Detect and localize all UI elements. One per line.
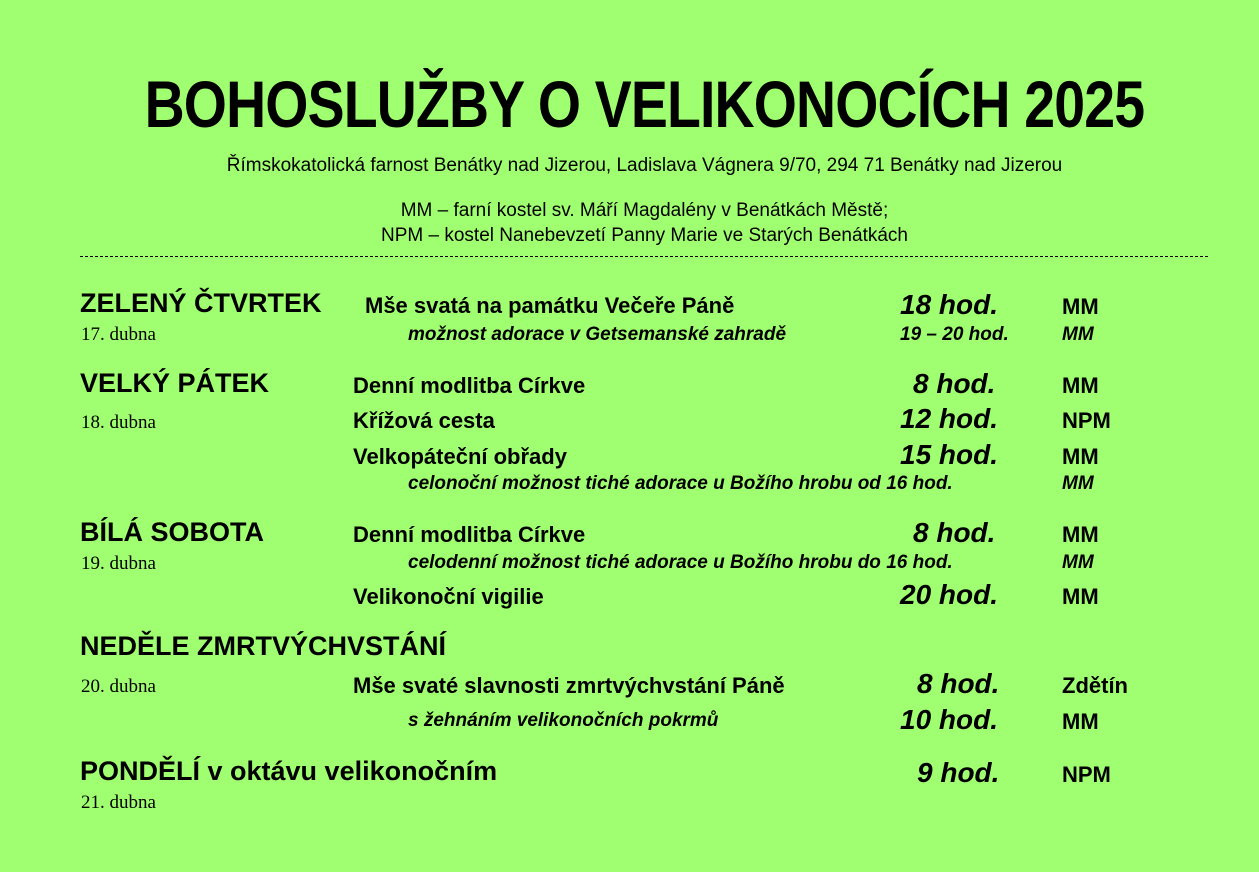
service-note: možnost adorace v Getsemanské zahradě [408, 324, 787, 345]
service-place: MM [1062, 294, 1099, 319]
service-place: MM [1062, 522, 1099, 547]
legend-npm: NPM – kostel Nanebevzetí Panny Marie ve Starých Benátkách [381, 225, 908, 246]
service-time: 12 hod. [900, 403, 999, 434]
service-place: MM [1062, 552, 1094, 573]
service-time: 8 hod. [913, 368, 996, 399]
service-note: s žehnáním velikonočních pokrmů [408, 710, 719, 731]
service-time: 20 hod. [900, 579, 999, 610]
service-place: MM [1062, 324, 1094, 345]
page-title: BOHOSLUŽBY O VELIKONOCÍCH 2025 [144, 67, 1145, 141]
parish-address: Římskokatolická farnost Benátky nad Jizerou, Ladislava Vágnera 9/70, 294 71 Benátky nad Jizerou [226, 155, 1063, 176]
day-date: 21. dubna [81, 792, 156, 813]
day-title-pondeli: PONDĚLÍ v oktávu velikonočním [80, 756, 498, 786]
service-time: 9 hod. [917, 757, 1000, 788]
service-name: Mše svatá na památku Večeře Páně [365, 293, 735, 318]
service-note: celodenní možnost tiché adorace u Božího hrobu do 16 hod. [408, 552, 953, 573]
service-time: 18 hod. [900, 289, 999, 320]
service-place: MM [1062, 473, 1094, 494]
service-name: Velikonoční vigilie [353, 584, 544, 609]
day-title-velky-patek: VELKÝ PÁTEK [80, 368, 270, 398]
day-date: 17. dubna [81, 324, 156, 345]
service-time: 15 hod. [900, 439, 999, 470]
service-note: celonoční možnost tiché adorace u Božího hrobu od 16 hod. [408, 473, 953, 494]
service-name: Mše svaté slavnosti zmrtvýchvstání Páně [353, 673, 785, 698]
service-name: Křížová cesta [353, 408, 495, 433]
day-date: 20. dubna [81, 676, 156, 697]
service-time: 8 hod. [913, 517, 996, 548]
service-place: MM [1062, 584, 1099, 609]
day-date: 19. dubna [81, 553, 156, 574]
service-name: Denní modlitba Církve [353, 373, 586, 398]
service-time: 19 – 20 hod. [900, 324, 1009, 345]
day-title-zeleny-ctvrtek: ZELENÝ ČTVRTEK [80, 288, 322, 318]
dashed-divider [80, 256, 1208, 257]
service-place: Zdětín [1062, 673, 1128, 698]
service-name: Denní modlitba Církve [353, 522, 586, 547]
service-name: Velkopáteční obřady [353, 444, 567, 469]
service-place: MM [1062, 373, 1099, 398]
legend-mm: MM – farní kostel sv. Máří Magdalény v Benátkách Městě; [400, 200, 889, 221]
service-time: 8 hod. [917, 668, 1000, 699]
service-place: MM [1062, 444, 1099, 469]
service-place: NPM [1062, 408, 1111, 433]
service-place: MM [1062, 709, 1099, 734]
day-date: 18. dubna [81, 412, 156, 433]
service-place: NPM [1062, 762, 1111, 787]
day-title-nedele: NEDĚLE ZMRTVÝCHVSTÁNÍ [80, 631, 447, 661]
day-title-bila-sobota: BÍLÁ SOBOTA [80, 517, 264, 547]
service-time: 10 hod. [900, 704, 999, 735]
